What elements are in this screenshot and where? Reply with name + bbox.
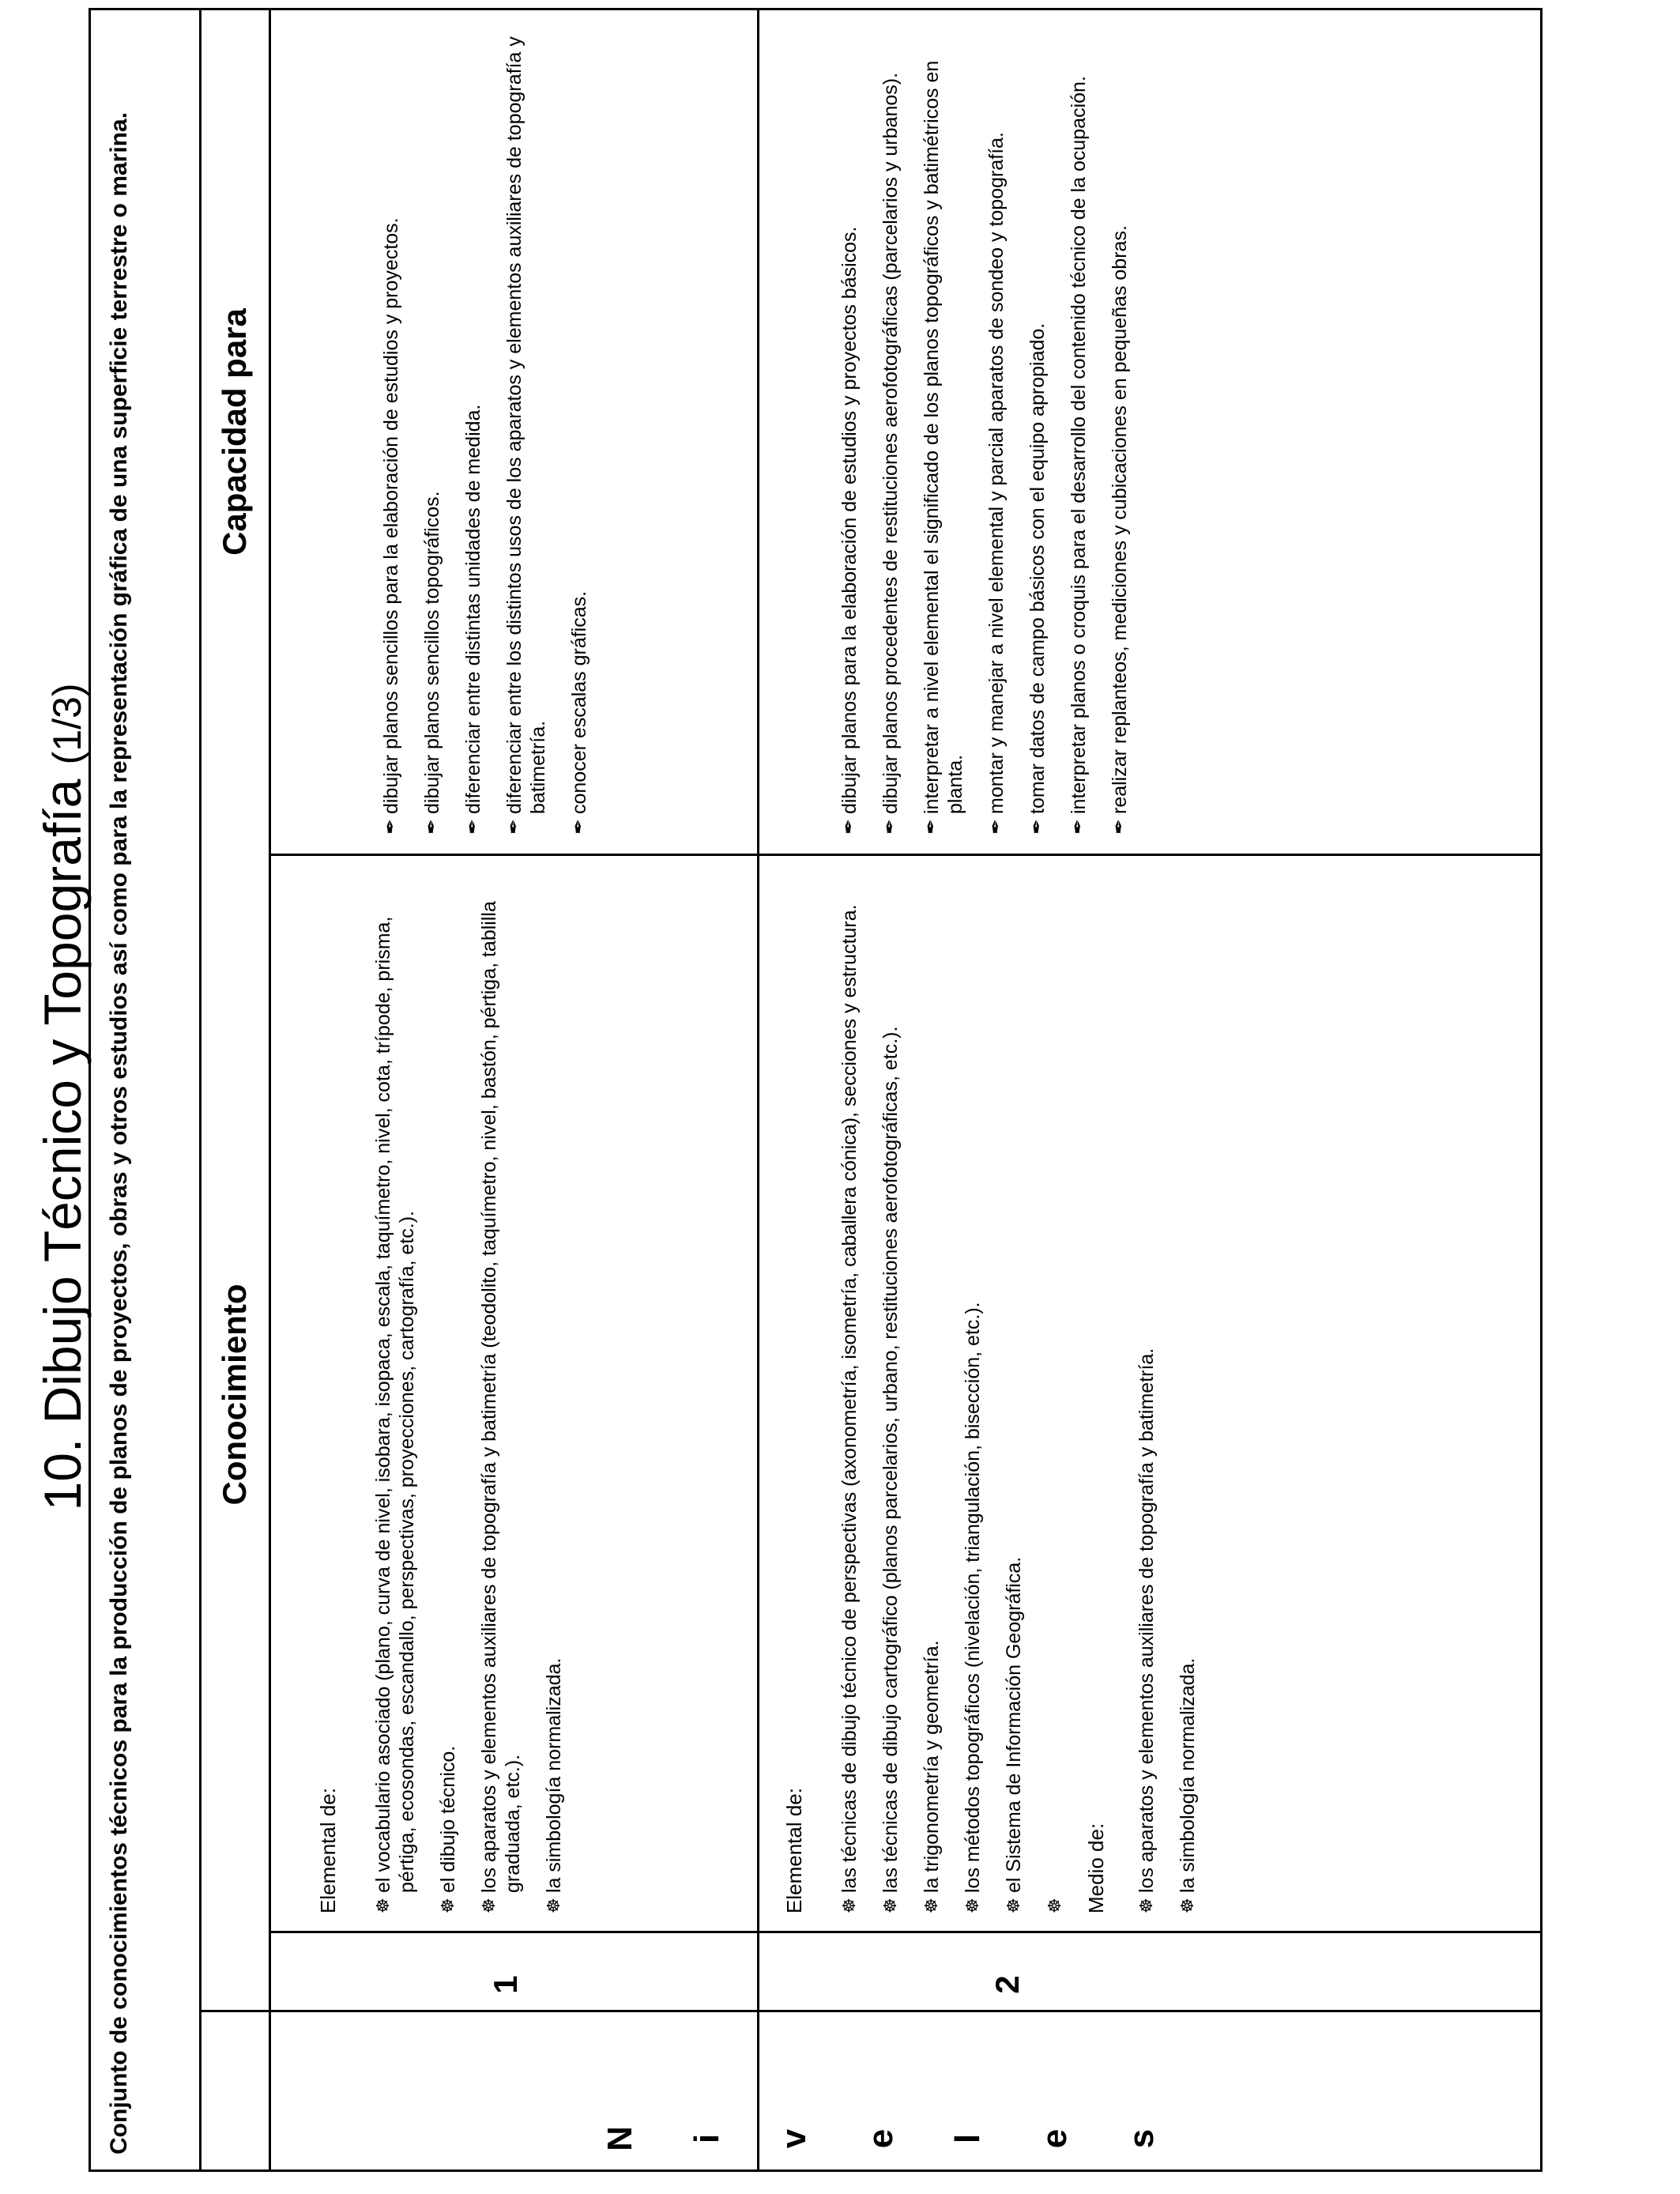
list-item: ✒ dibujar planos para la elaboración de estudios y proyectos básicos. [838, 226, 861, 835]
pen-nib-bullet-icon: ✒ [380, 818, 401, 835]
list-item: ✒ dibujar planos sencillos para la elaboración de estudios y proyectos. [380, 217, 402, 835]
niveles-letter: N [601, 2126, 639, 2151]
level2-knowledge-subheading: Medio de: [1084, 1823, 1108, 1913]
sun-bullet-icon: ☸ [1177, 1898, 1197, 1913]
pen-nib-bullet-icon: ✒ [1068, 818, 1089, 835]
title-part: (1/3) [45, 683, 89, 765]
pen-nib-bullet-icon: ✒ [462, 818, 484, 835]
list-item: ☸ las técnicas de dibujo cartográfico (planos parcelarios, urbano, restituciones aerofotográficas, etc.). [880, 1026, 902, 1913]
list-item: ✒ diferenciar entre los distintos usos de los aparatos y elementos auxiliares de topografía y batimetría. [503, 36, 549, 835]
page-title [27, 0, 98, 2194]
pen-nib-bullet-icon: ✒ [421, 818, 443, 835]
sun-bullet-icon: ☸ [921, 1898, 941, 1913]
level2-knowledge-list [838, 870, 1067, 1913]
level1-knowledge-list [371, 870, 566, 1913]
list-item: ✒ interpretar a nivel elemental el significado de los planos topográficos y batimétricos en planta. [921, 60, 966, 835]
list-item: ✒ dibujar planos procedentes de restituciones aerofotográficas (parcelarios y urbanos). [880, 72, 902, 835]
level-number: 2 [989, 1975, 1026, 1994]
column-header-knowledge: Conocimiento [216, 1284, 253, 1506]
pen-nib-bullet-icon: ✒ [880, 818, 901, 835]
pen-nib-bullet-icon: ✒ [1109, 818, 1130, 835]
list-item: ✒ diferenciar entre distintas unidades de medida. [462, 404, 484, 835]
intro-text: Conjunto de conocimientos técnicos para la producción de planos de proyectos, obras y otros estudios así como para la representación gráfica de una superficie terrestre o marina. [106, 111, 132, 2154]
niveles-letter: l [948, 2133, 987, 2144]
level2-capacity-cell [838, 21, 1149, 835]
list-item: ☸ la simbología normalizada. [1177, 1657, 1199, 1913]
level1-capacity-list [379, 21, 591, 835]
niveles-letter: i [687, 2133, 726, 2144]
level-number: 1 [487, 1975, 524, 1994]
niveles-letter: s [1122, 2128, 1161, 2149]
niveles-letter: e [1035, 2128, 1074, 2149]
sun-bullet-icon: ☸ [839, 1898, 859, 1913]
level2-capacity-list [838, 21, 1132, 835]
niveles-letter: v [774, 2128, 813, 2149]
list-item: ✒ interpretar planos o croquis para el desarrollo del contenido técnico de la ocupación. [1068, 76, 1090, 835]
sun-bullet-icon: ☸ [1004, 1898, 1023, 1913]
sun-bullet-icon: ☸ [544, 1898, 563, 1913]
level1-knowledge-heading: Elemental de: [316, 1788, 340, 1913]
list-item: ☸ la trigonometría y geometría. [921, 1640, 943, 1913]
list-item: ☸ los métodos topográficos (nivelación, triangulación, bisección, etc.). [962, 1302, 984, 1913]
title-main: 10. Dibujo Técnico y Topografía [33, 778, 92, 1511]
list-item: ☸ el dibujo técnico. [437, 1745, 459, 1913]
niveles-letter: e [861, 2128, 900, 2149]
rule-level1-bottom [757, 8, 759, 2172]
list-item [1043, 870, 1067, 1913]
pen-nib-bullet-icon: ✒ [568, 818, 590, 835]
sun-bullet-icon: ☸ [373, 1898, 393, 1913]
pen-nib-bullet-icon: ✒ [1026, 818, 1048, 835]
list-item: ☸ las técnicas de dibujo técnico de perspectivas (axonometría, isometría, caballera cónica), secciones y estructura. [838, 904, 861, 1913]
sun-bullet-icon: ☸ [479, 1898, 499, 1913]
pen-nib-bullet-icon: ✒ [985, 818, 1007, 835]
sun-bullet-icon: ☸ [1045, 1898, 1064, 1913]
level1-knowledge-cell [316, 870, 583, 1913]
level2-knowledge-list-medio [1135, 870, 1200, 1913]
column-header-capacity: Capacidad para [216, 308, 253, 556]
sun-bullet-icon: ☸ [1136, 1898, 1156, 1913]
list-item: ✒ montar y manejar a nivel elemental y parcial aparatos de sondeo y topografía. [985, 132, 1008, 835]
sun-bullet-icon: ☸ [438, 1898, 458, 1913]
list-item: ✒ realizar replanteos, mediciones y cubicaciones en pequeñas obras. [1109, 225, 1131, 835]
sun-bullet-icon: ☸ [962, 1898, 982, 1913]
list-item: ☸ el Sistema de Información Geográfica. [1003, 1556, 1025, 1913]
list-item: ☸ la simbología normalizada. [543, 1657, 565, 1913]
pen-nib-bullet-icon: ✒ [921, 818, 942, 835]
list-item: ☸ el vocabulario asociado (plano, curva de nivel, isobara, isopaca, escala, taquímetro, nivel, cota, trípode, prisma, pértiga, ecosondas, escandallo, perspectivas, proyecciones, cartografía, etc.). [372, 916, 418, 1913]
rule-niveles-col [199, 2010, 1543, 2012]
list-item: ☸ los aparatos y elementos auxiliares de topografía y batimetría. [1136, 1348, 1158, 1913]
level1-capacity-cell [379, 21, 608, 835]
list-item: ✒ conocer escalas gráficas. [568, 590, 590, 835]
level2-knowledge-cell [782, 870, 1217, 1913]
list-item: ✒ dibujar planos sencillos topográficos. [421, 491, 443, 835]
sun-bullet-icon: ☸ [880, 1898, 900, 1913]
rule-number-col [269, 1931, 1543, 1933]
level2-knowledge-heading: Elemental de: [782, 1788, 806, 1913]
rule-knowledge-capacity [269, 854, 1543, 856]
pen-nib-bullet-icon: ✒ [838, 818, 860, 835]
list-item: ☸ los aparatos y elementos auxiliares de topografía y batimetría (teodolito, taquímetro, nivel, bastón, pértiga, tablilla graduada, etc.). [478, 901, 524, 1913]
list-item: ✒ tomar datos de campo básicos con el equipo apropiado. [1026, 322, 1049, 835]
pen-nib-bullet-icon: ✒ [503, 818, 525, 835]
